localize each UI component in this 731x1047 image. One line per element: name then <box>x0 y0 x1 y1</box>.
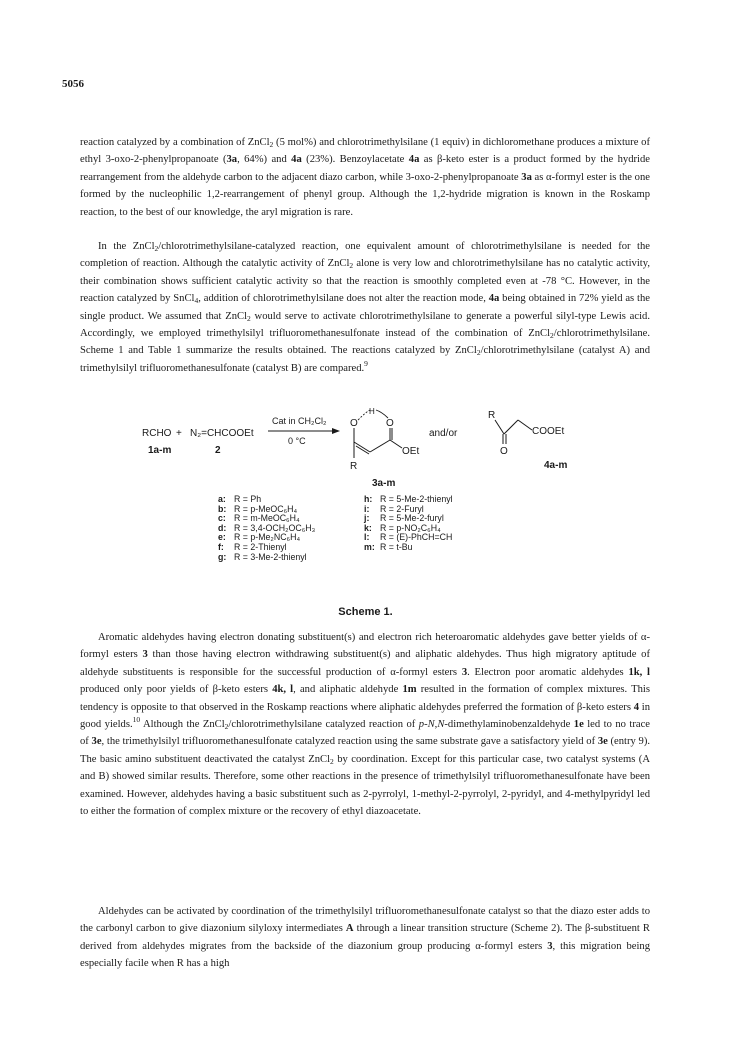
substituent-key: d: <box>218 522 227 533</box>
subscript: 2 <box>330 756 334 766</box>
substituent-key: b: <box>218 503 227 514</box>
compound-ref: 4a <box>408 154 420 166</box>
para2-text-2: /chlorotrimethylsilane-catalyzed reaction, one equivalent amount of chlorotrimethylsilane is needed for the completion of reaction. Although the catalytic activity of ZnCl <box>80 241 650 270</box>
label-4a-m: 4a-m <box>544 460 568 471</box>
compound-ref: 3e <box>597 736 608 748</box>
para2-text-4: , addition of chlorotrimethylsilane does not alter the reaction mode, <box>198 293 489 305</box>
para3-text: by coordination. Except for this particular case, two catalyst systems (A and B) showed similar results. Therefore, some other reactions in the presence of trimethylsilyl trifluoromethanesulfonate have been examined. However, aldehydes having a basic substituent such as 2-pyrrolyl, 1-methyl-2-pyrrolyl, 2-pyridyl, and 4-methylpyridyl led to either the formation of complex mixture or the recovery of ethyl diazoacetate. <box>80 753 650 818</box>
para3-text: Aromatic aldehydes having electron donating substituent(s) and electron rich heteroaromatic aldehydes gave better yields of α-formyl esters <box>80 632 650 661</box>
reactant-diazoester: N₂=CHCOOEt <box>190 428 254 439</box>
substituent-text: R = p-NO₂C₆H₄ <box>380 522 441 533</box>
substituent-text: R = 5-Me-2-thienyl <box>380 494 453 504</box>
substituent-key: a: <box>218 494 226 504</box>
substituent-key: i: <box>364 503 370 514</box>
condition-temperature: 0 °C <box>288 436 306 446</box>
paragraph-1 <box>80 134 650 221</box>
atom-cooet: COOEt <box>532 426 565 437</box>
italic-text: p-N,N <box>418 719 445 731</box>
compound-ref: 1k, l <box>628 666 651 678</box>
subscript: 2 <box>269 140 274 149</box>
label-1a-m: 1a-m <box>148 445 172 456</box>
oh-bond <box>376 410 388 418</box>
substituent-text: R = 3,4-OCH₂OC₆H₃ <box>234 522 316 533</box>
and-or-text: and/or <box>429 428 458 439</box>
subscript: 2 <box>224 722 229 732</box>
substituent-text: R = 3-Me-2-thienyl <box>234 551 307 562</box>
substituent-text: R = p-MeOC₆H₄ <box>234 503 298 514</box>
para2-text-8: /chlorotrimethylsilane (catalyst A) and trimethylsilyl trifluoromethanesulfonate (catalyst B) are compared. <box>80 345 650 374</box>
paragraph-2 <box>80 238 650 377</box>
substituent-text: R = (E)-PhCH=CH <box>380 532 453 543</box>
para3-text: /chlorotrimethylsilane catalyzed reaction of <box>228 719 419 731</box>
substituent-list-left <box>218 495 315 562</box>
para3-text: , the trimethylsilyl trifluoromethanesulfonate catalyzed reaction using the same substrate gave a satisfactory yield of <box>101 736 598 748</box>
para3-text: (entry 9). The basic amino substituent deactivated the catalyst ZnCl <box>80 736 650 765</box>
substituent-text: R = 5-Me-2-furyl <box>380 513 444 524</box>
substituent-key: e: <box>218 532 226 543</box>
compound-ref: 1m <box>402 684 417 696</box>
bond <box>354 442 370 452</box>
paragraph-4 <box>80 903 650 973</box>
scheme-caption: Scheme 1. <box>338 606 393 618</box>
substituent-key: g: <box>218 551 227 562</box>
compound-ref: 3 <box>547 940 553 952</box>
substituent-text: R = m-MeOC₆H₄ <box>234 513 300 524</box>
reference-superscript: 9 <box>364 358 368 368</box>
para4-text: , this migration being especially facile when R has a high <box>80 940 650 970</box>
para2-text-5: being obtained in 72% yield as the single product. We assumed that ZnCl <box>80 293 650 322</box>
scheme-1 <box>140 406 620 606</box>
substituent-key: k: <box>364 522 372 533</box>
atom-o2: O <box>386 418 394 429</box>
atom-oet: OEt <box>402 446 420 457</box>
para1-text-6: as α-formyl ester is the one formed by the nucleophilic 1,2-rearrangement of phenyl group. Although the 1,2-hydride migration is known in the Roskamp reaction, to the best of our knowledge, the aryl migration is rare. <box>80 171 650 218</box>
intermediate-ref: A <box>345 923 354 935</box>
compound-ref: 3 <box>461 666 468 678</box>
subscript: 2 <box>476 348 481 358</box>
subscript: 2 <box>550 331 554 341</box>
bond <box>504 420 518 434</box>
reactant-aldehyde: RCHO <box>142 428 172 439</box>
label-3a-m: 3a-m <box>372 478 396 489</box>
para1-text-3: , 64%) and <box>237 154 292 166</box>
compound-ref: 1e <box>573 719 584 731</box>
para3-text: , and aliphatic aldehyde <box>293 684 403 696</box>
bond <box>390 440 402 448</box>
para3-text: than those having electron withdrawing substituent(s) and aliphatic aldehydes. Thus high migratory aptitude of aldehyde substituents is responsible for the successful production of α-formyl esters <box>80 649 650 678</box>
para1-text-4: (23%). Benzoylacetate <box>301 154 409 166</box>
atom-h: H <box>369 407 375 416</box>
para3-text: . Electron poor aromatic aldehydes <box>467 666 629 678</box>
reaction-arrow-head <box>332 428 340 434</box>
substituent-key: h: <box>364 494 373 504</box>
compound-ref: 3 <box>142 649 148 661</box>
compound-ref: 3a <box>521 171 532 183</box>
substituent-text: R = 2-Furyl <box>380 503 424 514</box>
substituent-key: j: <box>364 513 370 524</box>
substituent-text: R = Ph <box>234 494 262 504</box>
label-2: 2 <box>215 445 221 456</box>
condition-catalyst: Cat in CH₂Cl₂ <box>272 416 327 426</box>
atom-r1: R <box>350 461 358 472</box>
substituent-entry <box>364 543 453 553</box>
para3-text: -dimethylaminobenzaldehyde <box>444 719 574 731</box>
para4-text: through a linear transition structure (Scheme 2). The β-substituent R derived from aldehydes migrates from the backside of the diazonium group producing α-formyl esters <box>80 923 650 952</box>
bond <box>370 440 390 452</box>
substituent-key: c: <box>218 513 226 524</box>
compound-ref: 3e <box>91 736 102 748</box>
para3-text: resulted in the formation of complex mixtures. This tendency is opposite to that observed in the Roskamp reactions where aliphatic aldehydes preferred the formation of β-keto esters <box>80 684 650 713</box>
subscript: 2 <box>247 313 251 323</box>
compound-ref: 3a <box>226 154 238 166</box>
atom-o3: O <box>500 446 508 457</box>
para4-text: Aldehydes can be activated by coordination of the trimethylsilyl trifluoromethanesulfonate catalyst so that the diazo ester adds to the carbonyl carbon to give diazonium silyloxy intermediates <box>80 906 650 935</box>
para2-text-6: would serve to activate chlorotrimethylsilane to generate a powerful silyl-type Lewis acid. Accordingly, we employed trimethylsilyl trifluoromethanesulfonate instead of the combination of ZnCl <box>80 310 650 340</box>
atom-r2: R <box>488 410 496 421</box>
substituent-list-right <box>364 495 453 553</box>
para2-text-3: alone is very low and chlorotrimethylsilane has no catalytic activity, their combination shows sufficient catalytic activity so that the reaction is smoothly completed even at -78 °C. However, in the reaction catalyzed by SnCl <box>80 258 651 305</box>
substituent-text: R = 2-Thienyl <box>234 541 287 552</box>
para3-text: in good yields. <box>80 701 651 731</box>
subscript: 2 <box>154 244 159 253</box>
substituent-key: m: <box>364 541 375 552</box>
para3-text: produced only poor yields of β-keto esters <box>80 684 273 696</box>
para3-text: Although the ZnCl <box>140 719 225 731</box>
reference-superscript: 10 <box>132 715 141 725</box>
substituent-text: R = p-Me₂NC₆H₄ <box>234 532 301 543</box>
para1-text-1: reaction catalyzed by a combination of ZnCl <box>80 137 270 148</box>
compound-ref: 4 <box>633 701 640 713</box>
para1-text-2: (5 mol%) and chlorotrimethylsilane (1 equiv) in dichloromethane produces a mixture of ethyl 3-oxo-2-phenylpropanoate ( <box>80 137 650 166</box>
substituent-key: f: <box>218 541 224 552</box>
bond <box>495 420 504 434</box>
para2-text-7: /chlorotrimethylsilane. Scheme 1 and Table 1 summarize the results obtained. The reactions catalyzed by ZnCl <box>80 328 650 357</box>
plus-sign: + <box>176 428 182 439</box>
substituent-text: R = t-Bu <box>380 541 413 552</box>
subscript: 4 <box>194 296 199 306</box>
para1-text-5: as β-keto ester is a product formed by the hydride rearrangement from the aldehyde carbon to the adjacent diazo carbon, while 3-oxo-2-phenylpropanoate <box>80 154 650 183</box>
compound-ref: 4k, l <box>272 684 294 696</box>
paragraph-3 <box>80 629 650 820</box>
para3-text: led to no trace of <box>80 719 650 748</box>
subscript: 2 <box>349 261 354 271</box>
para2-text-1: In the ZnCl <box>98 241 155 252</box>
compound-ref: 4a <box>291 154 302 166</box>
substituent-entry <box>218 553 315 563</box>
page-number: 5056 <box>62 78 84 90</box>
bond <box>518 420 532 430</box>
compound-ref: 4a <box>488 293 500 305</box>
atom-o1: O <box>350 418 358 429</box>
substituent-key: l: <box>364 532 370 543</box>
